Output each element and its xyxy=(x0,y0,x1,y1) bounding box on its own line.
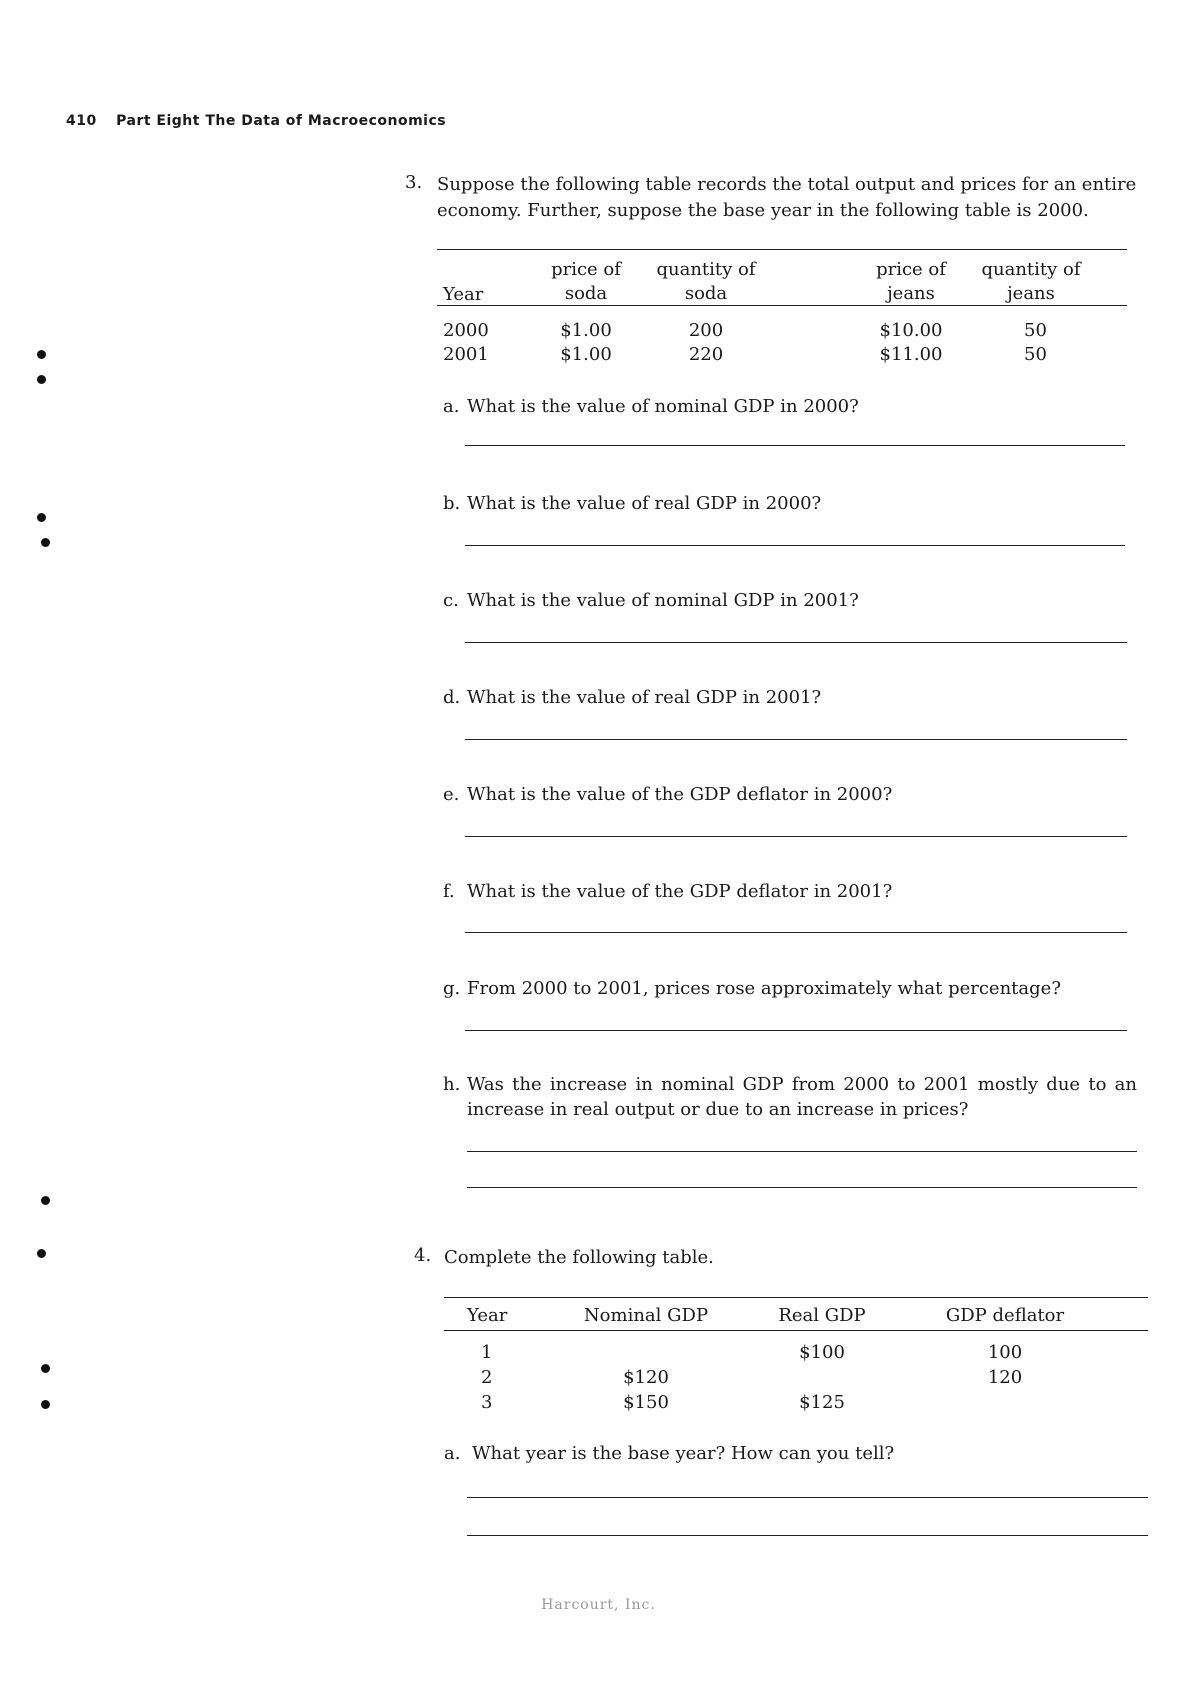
q3-part-d-text: What is the value of real GDP in 2001? xyxy=(467,687,822,708)
q3-part-f-text: What is the value of the GDP deflator in 2001? xyxy=(467,881,893,902)
q3-part-b-letter: b. xyxy=(443,493,461,514)
answer-line[interactable] xyxy=(465,1030,1127,1031)
binder-hole xyxy=(37,1249,46,1258)
q3-part-b-text: What is the value of real GDP in 2000? xyxy=(467,493,822,514)
q3-part-g-text: From 2000 to 2001, prices rose approximately what percentage? xyxy=(467,978,1061,999)
chapter-title: Part Eight The Data of Macroeconomics xyxy=(116,113,447,129)
answer-line[interactable] xyxy=(467,1151,1137,1152)
question-3-line-2: economy. Further, suppose the base year in the following table is 2000. xyxy=(437,200,1089,221)
binder-hole xyxy=(41,1364,50,1373)
q3-part-e-text: What is the value of the GDP deflator in 2000? xyxy=(467,784,893,805)
header-quantity-jeans-top: quantity of xyxy=(981,259,1081,280)
binder-hole xyxy=(41,1400,50,1409)
page-header xyxy=(66,113,446,129)
q3-part-c-text: What is the value of nominal GDP in 2001? xyxy=(467,590,859,611)
cell-year: 2000 xyxy=(443,320,489,341)
header-price-soda-top: price of xyxy=(551,259,621,280)
header-quantity-jeans-bottom: jeans xyxy=(1007,283,1055,304)
answer-line[interactable] xyxy=(467,1535,1148,1536)
q3-part-f-letter: f. xyxy=(443,881,455,902)
header-nominal-gdp: Nominal GDP xyxy=(583,1305,709,1326)
question-3-line-1: Suppose the following table records the total output and prices for an entire xyxy=(437,174,1137,195)
cell-gdp-deflator[interactable]: 120 xyxy=(987,1367,1023,1388)
cell-price-soda: $1.00 xyxy=(560,320,612,341)
cell-real-gdp[interactable]: $125 xyxy=(799,1392,845,1413)
table-top-rule xyxy=(444,1297,1148,1298)
header-quantity-soda-bottom: soda xyxy=(684,283,728,304)
q3-part-c-letter: c. xyxy=(443,590,459,611)
q4-part-a-letter: a. xyxy=(444,1443,461,1464)
cell-nominal-gdp[interactable]: $120 xyxy=(623,1367,669,1388)
q3-part-d-letter: d. xyxy=(443,687,461,708)
answer-line[interactable] xyxy=(465,445,1125,446)
answer-line[interactable] xyxy=(465,932,1127,933)
cell-year: 2001 xyxy=(443,344,489,365)
cell-real-gdp[interactable]: $100 xyxy=(799,1342,845,1363)
header-price-jeans-bottom: jeans xyxy=(887,283,935,304)
cell-year: 2 xyxy=(481,1367,493,1388)
cell-quantity-jeans: 50 xyxy=(1024,320,1047,341)
binder-hole xyxy=(41,538,50,547)
publisher-footer: Harcourt, Inc. xyxy=(541,1597,656,1613)
header-price-soda-bottom: soda xyxy=(564,283,608,304)
q3-part-a-text: What is the value of nominal GDP in 2000? xyxy=(467,396,859,417)
cell-quantity-soda: 220 xyxy=(688,344,724,365)
cell-quantity-soda: 200 xyxy=(688,320,724,341)
cell-price-jeans: $11.00 xyxy=(879,344,943,365)
answer-line[interactable] xyxy=(467,1497,1148,1498)
header-real-gdp: Real GDP xyxy=(778,1305,866,1326)
binder-hole xyxy=(41,1196,50,1205)
cell-gdp-deflator[interactable]: 100 xyxy=(987,1342,1023,1363)
cell-price-soda: $1.00 xyxy=(560,344,612,365)
page-number: 410 xyxy=(66,113,97,129)
binder-hole xyxy=(37,350,46,359)
answer-line[interactable] xyxy=(465,836,1127,837)
answer-line[interactable] xyxy=(467,1187,1137,1188)
q4-part-a-text: What year is the base year? How can you tell? xyxy=(472,1443,895,1464)
q3-part-e-letter: e. xyxy=(443,784,460,805)
table-header-rule xyxy=(444,1330,1148,1331)
cell-nominal-gdp[interactable]: $150 xyxy=(623,1392,669,1413)
cell-year: 3 xyxy=(481,1392,493,1413)
q3-part-h-text-2: increase in real output or due to an increase in prices? xyxy=(467,1099,969,1120)
binder-hole xyxy=(37,375,46,384)
cell-quantity-jeans: 50 xyxy=(1024,344,1047,365)
table-header-rule xyxy=(437,305,1127,306)
header-quantity-soda-top: quantity of xyxy=(656,259,756,280)
header-year: Year xyxy=(467,1305,508,1326)
question-4-number: 4. xyxy=(414,1245,432,1266)
q3-part-a-letter: a. xyxy=(443,396,460,417)
cell-year: 1 xyxy=(481,1342,493,1363)
binder-hole xyxy=(37,513,46,522)
header-year: Year xyxy=(443,284,484,305)
question-3-number: 3. xyxy=(405,172,423,193)
answer-line[interactable] xyxy=(465,739,1127,740)
q3-part-h-text: Was the increase in nominal GDP from 2000 to 2001 mostly due to an xyxy=(467,1074,1137,1095)
q3-part-h-letter: h. xyxy=(443,1074,461,1095)
header-gdp-deflator: GDP deflator xyxy=(945,1305,1065,1326)
table-top-rule xyxy=(437,249,1127,250)
question-4-intro: Complete the following table. xyxy=(444,1247,714,1268)
cell-price-jeans: $10.00 xyxy=(879,320,943,341)
answer-line[interactable] xyxy=(465,642,1127,643)
q3-part-g-letter: g. xyxy=(443,978,461,999)
header-price-jeans-top: price of xyxy=(876,259,946,280)
answer-line[interactable] xyxy=(465,545,1125,546)
